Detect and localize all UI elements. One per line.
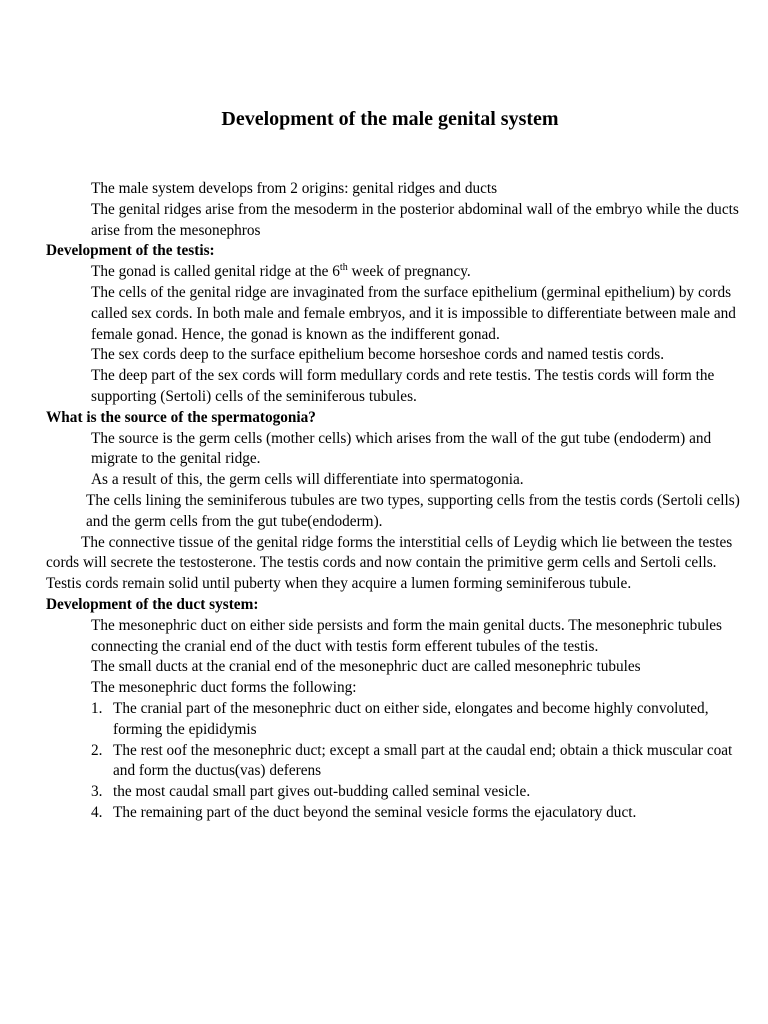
- gonad-text-post: week of pregnancy.: [347, 263, 471, 281]
- connective-paragraph: The connective tissue of the genital ridge forms the interstitial cells of Leydig which lie between the testes cords will secrete the testosterone. The testis cords and now contain the primitive germ cells and Sertoli cells. Testis cords remain solid until puberty when they acquire a lumen forming seminiferous tubule.: [46, 533, 733, 593]
- list-text: The rest oof the mesonephric duct; except a small part at the caudal end; obtain a thick muscular coat and form the ductus(vas) deferens: [113, 741, 733, 780]
- list-number: 2.: [91, 741, 103, 759]
- document-body: [46, 179, 746, 824]
- list-text: the most caudal small part gives out-budding called seminal vesicle.: [113, 783, 531, 801]
- ducts-paragraph: The mesonephric duct on either side persists and form the main genital ducts. The mesonephric tubules connecting the cranial end of the duct with testis form efferent tubules of the testis.: [91, 616, 722, 655]
- ducts-paragraph: The mesonephric duct forms the following:: [91, 679, 357, 697]
- section-heading-spermatogonia: What is the source of the spermatogonia?: [46, 408, 316, 426]
- section-heading-testis: Development of the testis:: [46, 242, 215, 260]
- testis-paragraph: The sex cords deep to the surface epithelium become horseshoe cords and named testis cords.: [91, 346, 665, 364]
- gonad-superscript: th: [339, 262, 348, 274]
- ducts-paragraph: The small ducts at the cranial end of the mesonephric duct are called mesonephric tubules: [91, 658, 641, 676]
- section-heading-ducts: Development of the duct system:: [46, 595, 259, 613]
- list-number: 3.: [91, 783, 103, 801]
- intro-paragraph: The male system develops from 2 origins: genital ridges and ducts: [91, 180, 498, 197]
- testis-paragraph: The cells of the genital ridge are invaginated from the surface epithelium (germinal epithelium) by cords called sex cords. In both male and female embryos, and it is impossible to differentiate between male and female gonad. Hence, the gonad is known as the indifferent gonad.: [91, 283, 736, 343]
- gonad-paragraph: [46, 262, 746, 283]
- gonad-text-pre: The gonad is called genital ridge at the 6: [91, 263, 340, 281]
- spermatogonia-paragraph: The source is the germ cells (mother cells) which arises from the wall of the gut tube (endoderm) and migrate to the genital ridge.: [91, 429, 712, 468]
- testis-paragraph: The deep part of the sex cords will form medullary cords and rete testis. The testis cords will form the supporting (Sertoli) cells of the seminiferous tubules.: [91, 367, 715, 405]
- list-text: The cranial part of the mesonephric duct on either side, elongates and become highly convoluted, forming the epididymis: [113, 699, 709, 738]
- duct-derivatives-list: [46, 699, 746, 824]
- list-item: [46, 741, 746, 783]
- list-number: 1.: [91, 699, 103, 717]
- list-item: [46, 782, 746, 803]
- list-number: 4.: [91, 803, 103, 821]
- lining-paragraph: The cells lining the seminiferous tubules are two types, supporting cells from the testis cords (Sertoli cells) and the germ cells from the gut tube(endoderm).: [86, 491, 740, 530]
- list-item: [46, 699, 746, 741]
- page-title: Development of the male genital system: [221, 108, 559, 130]
- intro-paragraph: The genital ridges arise from the mesoderm in the posterior abdominal wall of the embryo while the ducts arise from the mesonephros: [91, 200, 739, 239]
- list-item: [46, 803, 746, 824]
- list-text: The remaining part of the duct beyond the seminal vesicle forms the ejaculatory duct.: [113, 803, 637, 821]
- spermatogonia-paragraph: As a result of this, the germ cells will differentiate into spermatogonia.: [91, 471, 524, 489]
